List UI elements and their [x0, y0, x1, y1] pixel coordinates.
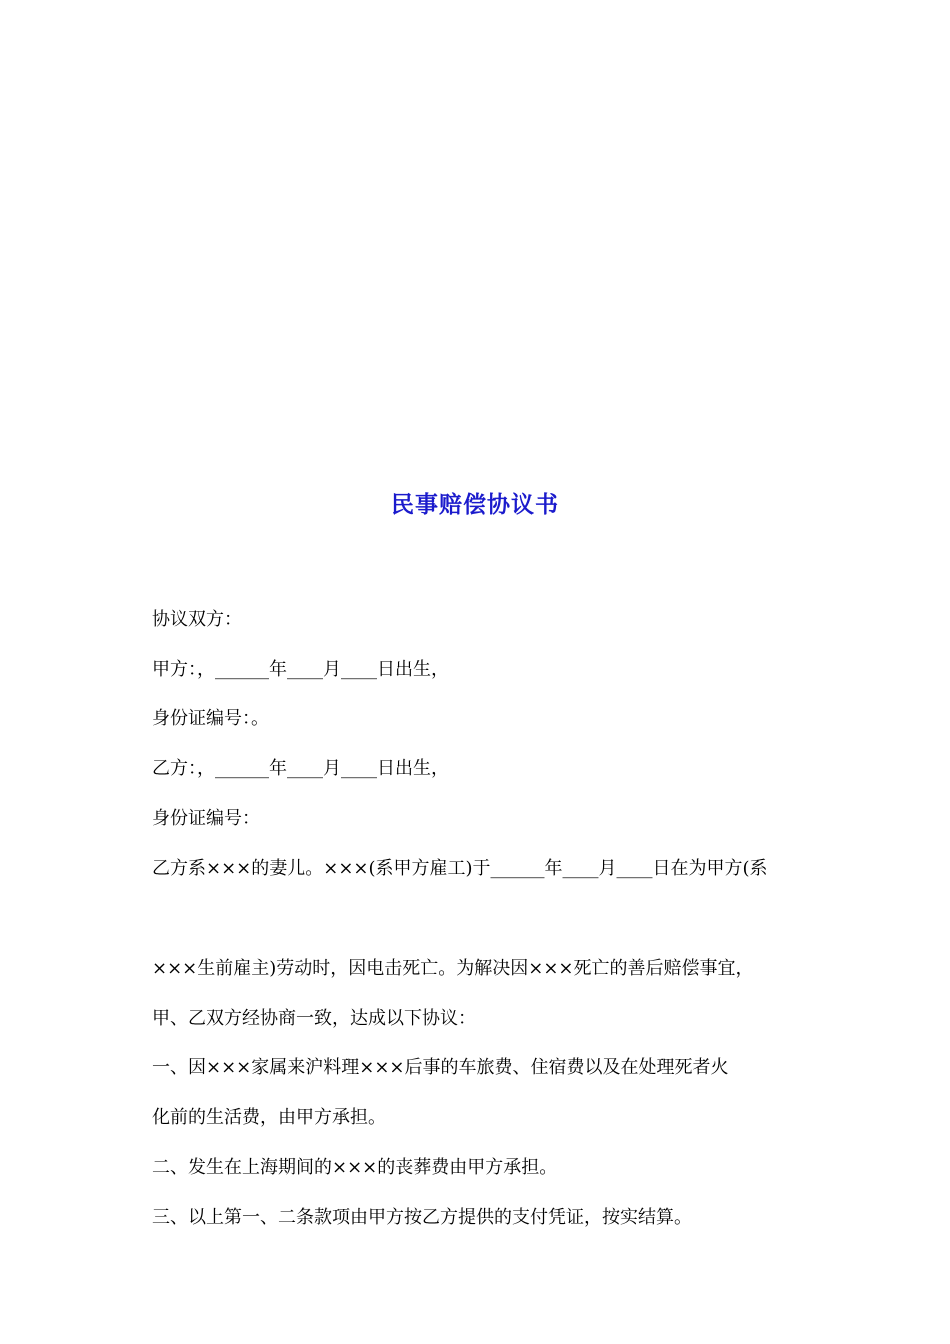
clause-2-line: 二、发生在上海期间的×××的丧葬费由甲方承担。 [152, 1157, 558, 1178]
background-line-3: 甲、乙双方经协商一致，达成以下协议： [152, 1008, 476, 1029]
party-b-id-line: 身份证编号： [152, 808, 260, 829]
clause-3-line: 三、以上第一、二条款项由甲方按乙方提供的支付凭证，按实结算。 [152, 1207, 692, 1228]
background-line-2: ×××生前雇主)劳动时，因电击死亡。为解决因×××死亡的善后赔偿事宜， [152, 958, 754, 979]
party-b-line: 乙方：，______年____月____日出生， [152, 758, 449, 779]
clause-1-line-2: 化前的生活费，由甲方承担。 [152, 1107, 386, 1128]
background-line-1: 乙方系×××的妻儿。×××(系甲方雇工)于______年____月____日在为甲方(系 [152, 858, 768, 879]
document-title: 民事赔偿协议书 [391, 491, 559, 518]
parties-heading: 协议双方： [152, 609, 242, 630]
party-a-line: 甲方：，______年____月____日出生， [152, 659, 449, 680]
clause-1-line-1: 一、因×××家属来沪料理×××后事的车旅费、住宿费以及在处理死者火 [152, 1057, 729, 1078]
party-a-id-line: 身份证编号：。 [152, 708, 269, 729]
